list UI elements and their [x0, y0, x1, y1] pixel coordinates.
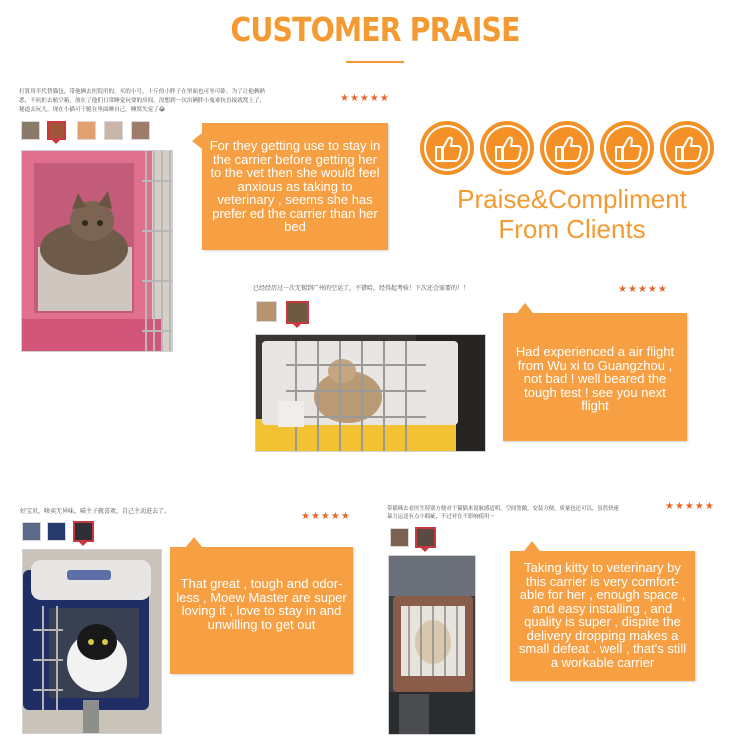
review-3-thumb-1[interactable]: [22, 522, 41, 541]
thumbs-up-icon: [480, 121, 534, 175]
review-3-photo[interactable]: [22, 549, 162, 734]
review-3-text: 好宝贝，啥卖无异味，喵主子就喜欢，自己主动进去了。: [20, 508, 171, 515]
review-2-selected-caret: [293, 324, 301, 328]
review-4-photo[interactable]: [388, 555, 476, 735]
page-title: CUSTOMER PRAISE: [230, 10, 520, 49]
review-4-comment: Taking kitty to veterinary by this carrier is very comfort- able for her , enough space , and easy installing , and quality is super , dispite the delivery dropping makes a small defeat . well , that's still a workable carrier: [518, 560, 687, 670]
review-1-text: 打算用半代替猫包，带他俩去医院用的。买的小号，十斤的小胖子在里面也可坐可卧。为了让他俩熟悉，不抗拒去航空箱，放在了他们日常睡觉玩耍的房间。没想到一次出俩胖小鬼乖抗直接就窝上了，秘道去玩儿。现在小猫可干脆在里面睡自己，睡窝失宠了😂: [19, 89, 266, 113]
cat-in-brown-carrier-image: [389, 556, 476, 735]
review-3-thumb-3[interactable]: [73, 521, 94, 542]
review-4-comment-bubble: [510, 551, 695, 681]
bubble-tail: [186, 537, 202, 547]
review-1-comment: For they getting use to stay in the carrier before getting her to the vet then she would feel anxious as taking to veterinary , seems she has prefer ed the carrier than her bed: [209, 138, 381, 234]
review-4-stars: ★★★★★: [665, 501, 715, 512]
review-3-comment-bubble: [170, 547, 353, 674]
review-2-thumb-2[interactable]: [286, 301, 309, 324]
praise-line-1: Praise&Compliment: [457, 184, 687, 214]
cat-in-pink-carrier-image: [22, 151, 173, 352]
title-divider: [346, 61, 404, 63]
review-2-comment-bubble: [503, 313, 687, 441]
thumbs-up-icon: [660, 121, 714, 175]
review-1-thumb-3[interactable]: [77, 121, 96, 140]
review-2-stars: ★★★★★: [618, 284, 668, 295]
review-1-thumb-1[interactable]: [21, 121, 40, 140]
review-3-selected-caret: [79, 542, 87, 546]
bubble-tail: [524, 541, 540, 551]
cat-in-blue-carrier-image: [23, 550, 162, 734]
thumbs-up-row: [418, 121, 720, 177]
review-4-thumb-2[interactable]: [415, 527, 436, 548]
thumbs-up-icon: [420, 121, 474, 175]
cat-in-yellow-carrier-image: [256, 335, 486, 452]
review-3-thumb-2[interactable]: [47, 522, 66, 541]
bubble-tail: [517, 303, 533, 313]
review-2-comment: Had experienced a air flight from Wu xi to Guangzhou , not bad ! well beared the tough test ! see you next flight: [515, 344, 675, 413]
review-4-thumb-1[interactable]: [390, 528, 409, 547]
review-1-thumb-4[interactable]: [104, 121, 123, 140]
review-2-photo[interactable]: [255, 334, 486, 452]
thumbs-up-icon: [540, 121, 594, 175]
review-4-selected-caret: [421, 548, 429, 552]
review-1-thumb-2[interactable]: [47, 121, 66, 140]
review-1-selected-caret: [52, 140, 60, 144]
review-2-thumb-1[interactable]: [256, 301, 277, 322]
thumbs-up-icon: [600, 121, 654, 175]
review-1-photo[interactable]: [21, 150, 173, 352]
review-1-thumb-5[interactable]: [131, 121, 150, 140]
review-2-text: 已经经历过一次无锡到广州的空运了，不错哈，经得起考验！下次还会需要的！！: [253, 285, 470, 292]
praise-heading: [418, 184, 726, 244]
praise-line-2: From Clients: [498, 214, 646, 244]
review-1-comment-bubble: [202, 123, 388, 250]
review-3-comment: That great , tough and odor- less , Moew Master are super loving it , love to stay in and unwilling to get out: [176, 576, 347, 632]
review-1-stars: ★★★★★: [340, 93, 390, 104]
review-4-text: 带猫咪去看医生特别方便对于猫猫来说航感适明，空间宽敞，安装方便，质量也还可以，虽然快递暴力运送有点小瑕疵，不过对在不影响使用～: [387, 506, 619, 520]
bubble-tail: [192, 133, 202, 149]
review-3-stars: ★★★★★: [301, 511, 351, 522]
